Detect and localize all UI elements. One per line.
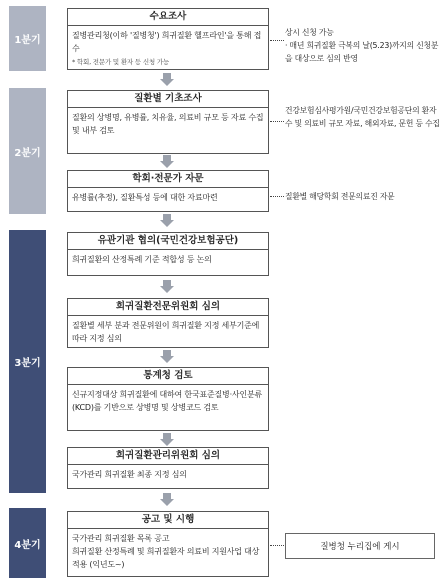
quarter-4-band [9, 508, 46, 578]
step-body: 질환의 상병명, 유병률, 치유율, 의료비 규모 등 자료 수집 및 내부 검토 [72, 113, 264, 135]
step-title: 유관기관 협의(국민건강보험공단) [68, 233, 268, 250]
step-expert-committee-review [67, 298, 269, 348]
connector-line [270, 121, 284, 122]
step-notice-and-implementation [67, 511, 269, 577]
note-basic-investigation: 건강보험심사평가원/국민건강보험공단의 환자수 및 의료비 규모 자료, 해외자료, 문헌 등 수집 [285, 106, 440, 128]
note-notice-website [285, 533, 435, 559]
quarter-2-band [9, 88, 46, 214]
arrow-down-icon [160, 280, 174, 294]
step-body: 질병관리청(이하 '질병청') 희귀질환 헬프라인'을 통해 접수 [72, 31, 262, 53]
arrow-down-icon [160, 155, 174, 169]
step-body: 유병률(추정), 질환특성 등에 대한 자료마련 [72, 193, 218, 202]
step-body: 국가관리 희귀질환 최종 지정 심의 [72, 470, 187, 479]
arrow-down-icon [160, 433, 174, 447]
quarter-2-label: 2분기 [14, 147, 41, 159]
step-basic-investigation [67, 90, 269, 154]
quarter-4-label: 4분기 [14, 539, 41, 551]
step-agency-consultation [67, 232, 269, 276]
step-demand-survey [67, 8, 269, 70]
quarter-3-label: 3분기 [14, 358, 41, 369]
step-title: 공고 및 시행 [68, 512, 268, 529]
step-body: 국가관리 희귀질환 목록 공고 희귀질환 산정특례 및 희귀질환자 의료비 지원사업 대상 적용 (익년도~) [72, 534, 260, 569]
step-management-committee-review [67, 447, 269, 489]
step-statistics-review [67, 367, 269, 431]
step-title: 희귀질환전문위원회 심의 [68, 299, 268, 316]
quarter-3-band [9, 230, 46, 493]
note-notice-text: 질병청 누리집에 게시 [320, 542, 400, 552]
arrow-down-icon [160, 350, 174, 364]
arrow-down-icon [160, 73, 174, 87]
step-body: 질환별 세부 분과 전문위원이 희귀질환 지정 세부기준에 따라 지정 심의 [72, 321, 260, 343]
step-title: 질환별 기초조사 [68, 91, 268, 108]
step-title: 학회·전문가 자문 [68, 171, 268, 188]
connector-line [270, 545, 284, 546]
step-title: 수요조사 [68, 9, 268, 26]
step-body: 희귀질환의 산정특례 기준 적합성 등 논의 [72, 255, 212, 264]
step-title: 희귀질환관리위원회 심의 [68, 448, 268, 465]
note-expert-advisory: 질환별 해당학회 전문의료진 자문 [285, 192, 395, 201]
step-expert-advisory [67, 170, 269, 212]
quarter-1-band [9, 6, 46, 71]
arrow-down-icon [160, 214, 174, 228]
step-body: 신규지정대상 희귀질환에 대하여 한국표준질병·사인분류(KCD)를 기반으로 상병명 및 상병코드 검토 [72, 390, 263, 412]
step-sub-note: * 학회, 전문가 및 환자 등 신청 가능 [72, 58, 170, 66]
note-demand-survey: 상시 신청 가능 · 매년 희귀질환 극복의 날(5.23)까지의 신청분을 대상으로 심의 반영 [285, 28, 439, 63]
step-title: 통계청 검토 [68, 368, 268, 385]
connector-line [270, 196, 284, 197]
quarter-1-label: 1분기 [14, 35, 41, 46]
arrow-down-icon [160, 493, 174, 507]
connector-line [270, 40, 284, 41]
